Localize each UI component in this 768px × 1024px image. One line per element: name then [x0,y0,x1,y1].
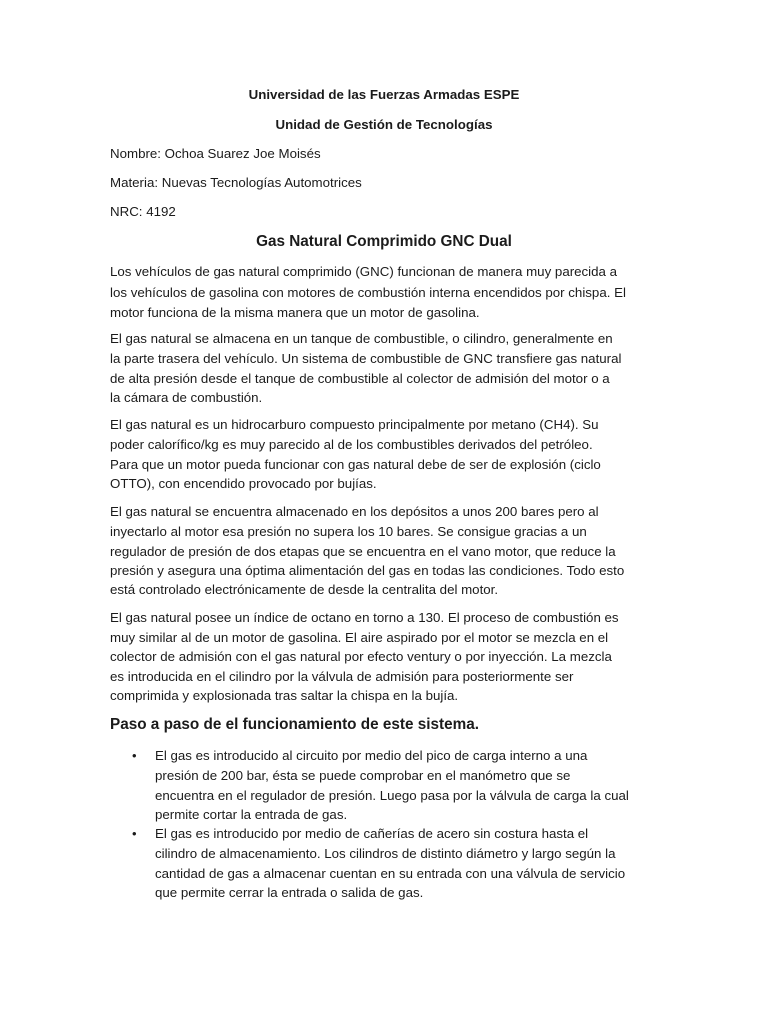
paragraph-line: poder calorífico/kg es muy parecido al de los combustibles derivados del petróleo. [110,437,593,452]
paragraph-line: El gas natural es un hidrocarburo compuesto principalmente por metano (CH4). Su [110,417,599,432]
paragraph-line: colector de admisión con el gas natural por efecto ventury o por inyección. La mezcla [110,649,612,664]
paragraph-line: OTTO), con encendido provocado por bujías. [110,476,377,491]
nrc-line: NRC: 4192 [110,204,176,219]
paragraph-line: regulador de presión de dos etapas que se encuentra en el vano motor, que reduce la [110,544,616,559]
unit-heading: Unidad de Gestión de Tecnologías [275,117,493,132]
paragraph-line: está controlado electrónicamente de desde la centralita del motor. [110,582,499,597]
student-name: Nombre: Ochoa Suarez Joe Moisés [110,146,321,161]
paragraph-line: El gas natural posee un índice de octano en torno a 130. El proceso de combustión es [110,610,619,625]
paragraph-line: la parte trasera del vehículo. Un sistema de combustible de GNC transfiere gas natural [110,351,622,366]
paragraph-line: El gas natural se almacena en un tanque de combustible, o cilindro, generalmente en [110,331,613,346]
paragraph-line: los vehículos de gasolina con motores de combustión interna encendidos por chispa. El [110,285,626,300]
paragraph-line: comprimida y explosionada tras saltar la chispa en la bujía. [110,688,459,703]
list-item-line: cilindro de almacenamiento. Los cilindros de distinto diámetro y largo según la [155,846,616,861]
subject-line: Materia: Nuevas Tecnologías Automotrices [110,175,362,190]
bullet-icon: • [132,748,137,763]
list-item-line: permite cortar la entrada de gas. [155,807,348,822]
section-heading: Paso a paso de el funcionamiento de este sistema. [110,716,479,733]
paragraph-line: motor funciona de la misma manera que un motor de gasolina. [110,305,480,320]
bullet-icon: • [132,826,137,841]
paragraph-line: presión y asegura una óptima alimentación del gas en todas las condiciones. Todo esto [110,563,625,578]
paragraph-line: de alta presión desde el tanque de combustible al colector de admisión del motor o a [110,371,610,386]
paragraph-line: es introducida en el cilindro por la válvula de admisión para posteriormente ser [110,669,574,684]
list-item-line: encuentra en el regulador de presión. Luego pasa por la válvula de carga la cual [155,788,629,803]
paragraph-line: Los vehículos de gas natural comprimido (GNC) funcionan de manera muy parecida a [110,264,618,279]
list-item-line: que permite cerrar la entrada o salida de gas. [155,885,424,900]
document-title: Gas Natural Comprimido GNC Dual [256,233,512,250]
paragraph-line: El gas natural se encuentra almacenado en los depósitos a unos 200 bares pero al [110,504,599,519]
paragraph-line: inyectarlo al motor esa presión no supera los 10 bares. Se consigue gracias a un [110,524,587,539]
paragraph-line: Para que un motor pueda funcionar con gas natural debe de ser de explosión (ciclo [110,457,601,472]
paragraph-line: muy similar al de un motor de gasolina. El aire aspirado por el motor se mezcla en el [110,630,609,645]
list-item-line: El gas es introducido al circuito por medio del pico de carga interno a una [155,748,588,763]
list-item-line: cantidad de gas a almacenar cuentan en su entrada con una válvula de servicio [155,866,626,881]
university-heading: Universidad de las Fuerzas Armadas ESPE [248,87,520,102]
list-item-line: presión de 200 bar, ésta se puede comprobar en el manómetro que se [155,768,571,783]
list-item-line: El gas es introducido por medio de cañerías de acero sin costura hasta el [155,826,589,841]
paragraph-line: la cámara de combustión. [110,390,263,405]
